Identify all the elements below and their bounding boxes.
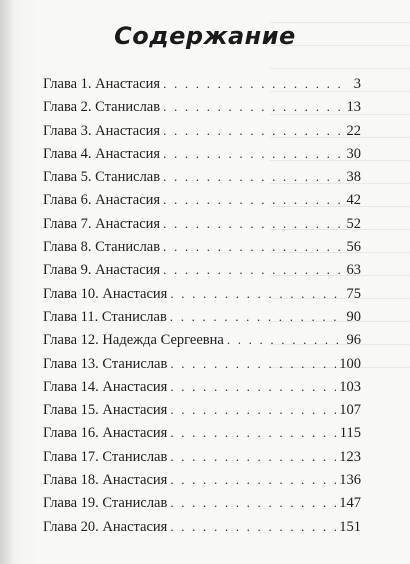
toc-entry-label: Глава 2. Станислав <box>43 99 161 116</box>
dot-leader <box>170 375 336 398</box>
toc-entry-page: 75 <box>346 285 361 302</box>
toc-entry-label: Глава 20. Анастасия <box>43 518 168 535</box>
toc-entry-page: 63 <box>346 262 361 279</box>
toc-entry[interactable] <box>43 119 361 142</box>
toc-entry-page: 42 <box>346 192 361 209</box>
toc-entry-page: 30 <box>346 145 361 162</box>
toc-entry-page: 123 <box>339 448 361 465</box>
toc-entry-page: 136 <box>339 472 361 489</box>
toc-entry[interactable] <box>43 165 361 188</box>
toc-entry[interactable] <box>43 142 361 165</box>
toc-entry-label: Глава 15. Анастасия <box>43 402 168 419</box>
dot-leader <box>163 188 340 211</box>
toc-entry-page: 151 <box>339 518 361 535</box>
toc-entry-page: 52 <box>346 215 361 232</box>
toc-entry-label: Глава 6. Анастасия <box>43 192 161 209</box>
toc-entry[interactable] <box>43 398 361 421</box>
toc-entry-label: Глава 9. Анастасия <box>43 262 161 279</box>
toc-entry-label: Глава 5. Станислав <box>43 169 161 186</box>
toc-entry-label: Глава 13. Станислав <box>43 355 168 372</box>
toc-entry[interactable] <box>43 212 361 235</box>
toc-entry-page: 100 <box>339 355 361 372</box>
toc-entry[interactable] <box>43 282 361 305</box>
toc-entry[interactable] <box>43 375 361 398</box>
toc-entry-page: 22 <box>346 122 361 139</box>
toc-entry-page: 38 <box>346 169 361 186</box>
dot-leader <box>163 119 340 142</box>
toc-entry[interactable] <box>43 421 361 444</box>
toc-entry-page: 115 <box>339 425 361 442</box>
spine-shadow <box>0 0 14 564</box>
toc-entry[interactable] <box>43 72 361 95</box>
dot-leader <box>163 212 340 235</box>
toc-entry-label: Глава 17. Станислав <box>43 448 168 465</box>
toc-entry-page: 56 <box>346 239 361 256</box>
toc-entry-page: 13 <box>346 99 361 116</box>
table-of-contents <box>43 72 361 538</box>
toc-entry[interactable] <box>43 305 361 328</box>
dot-leader <box>170 445 336 468</box>
toc-entry-label: Глава 12. Надежда Сергеевна <box>43 332 224 349</box>
toc-entry[interactable] <box>43 515 361 538</box>
dot-leader <box>163 258 340 281</box>
dot-leader <box>170 468 336 491</box>
toc-entry-label: Глава 1. Анастасия <box>43 76 161 92</box>
toc-entry-page: 107 <box>339 402 361 419</box>
toc-entry-label: Глава 16. Анастасия <box>43 425 168 442</box>
toc-entry-label: Глава 7. Анастасия <box>43 215 161 232</box>
dot-leader <box>170 398 336 421</box>
dot-leader <box>170 491 336 514</box>
toc-entry[interactable] <box>43 445 361 468</box>
toc-entry-label: Глава 11. Станислав <box>43 308 167 325</box>
toc-entry-page: 3 <box>353 76 361 92</box>
dot-leader <box>163 142 340 165</box>
toc-entry[interactable] <box>43 491 361 514</box>
dot-leader <box>170 421 336 444</box>
dot-leader <box>163 95 340 118</box>
toc-entry-label: Глава 3. Анастасия <box>43 122 161 139</box>
toc-entry[interactable] <box>43 235 361 258</box>
toc-entry-page: 90 <box>346 308 361 325</box>
toc-entry-label: Глава 19. Станислав <box>43 495 168 512</box>
toc-entry[interactable] <box>43 352 361 375</box>
toc-entry-label: Глава 10. Анастасия <box>43 285 168 302</box>
toc-entry-page: 147 <box>339 495 361 512</box>
dot-leader <box>163 165 340 188</box>
toc-entry-page: 96 <box>346 332 361 349</box>
toc-entry-label: Глава 4. Анастасия <box>43 145 161 162</box>
toc-entry-label: Глава 14. Анастасия <box>43 378 168 395</box>
dot-leader <box>163 72 340 95</box>
toc-entry[interactable] <box>43 328 361 351</box>
dot-leader <box>170 515 336 538</box>
page-title: Содержание <box>114 22 296 50</box>
dot-leader <box>170 282 340 305</box>
dot-leader <box>163 235 340 258</box>
toc-entry-label: Глава 18. Анастасия <box>43 472 168 489</box>
dot-leader <box>170 352 336 375</box>
toc-entry[interactable] <box>43 468 361 491</box>
toc-entry-page: 103 <box>339 378 361 395</box>
toc-entry-label: Глава 8. Станислав <box>43 239 161 256</box>
dot-leader <box>227 328 340 351</box>
toc-entry[interactable] <box>43 258 361 281</box>
toc-entry[interactable] <box>43 188 361 211</box>
dot-leader <box>170 305 340 328</box>
toc-entry[interactable] <box>43 95 361 118</box>
